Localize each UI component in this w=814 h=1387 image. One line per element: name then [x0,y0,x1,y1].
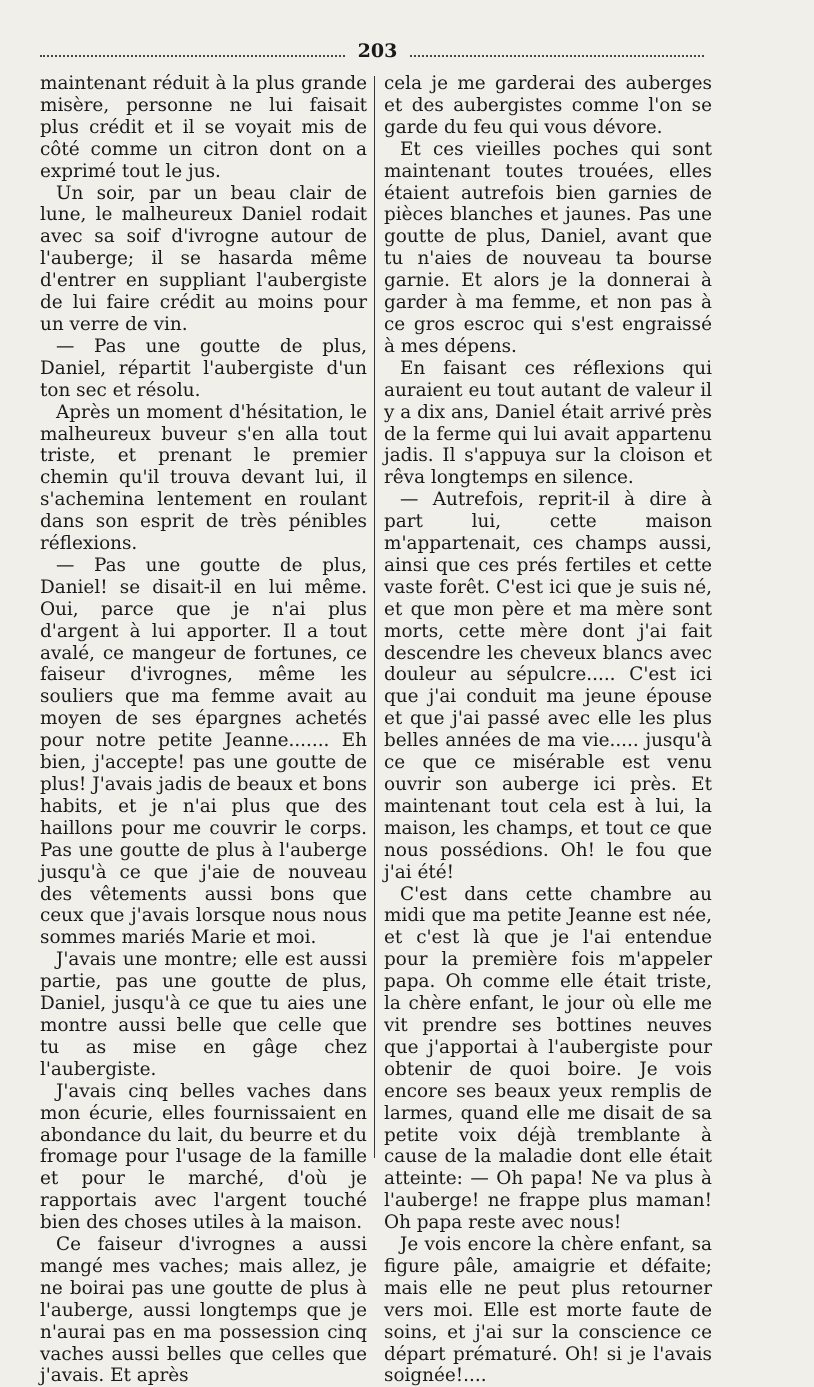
paragraph: maintenant réduit à la plus grande misère, personne ne lui faisait plus crédit et il se voyait mis de côté comme un citron dont on a exprimé tout le jus. [40,73,367,182]
page-number: 203 [357,40,398,62]
paragraph: J'avais cinq belles vaches dans mon écurie, elles fournissaient en abondance du lait, du beurre et du fromage pour l'usage de la famille et pour le marché, d'où je rapportais avec l'argent touché bien des choses utiles à la maison. [40,1080,367,1234]
paragraph: C'est dans cette chambre au midi que ma petite Jeanne est née, et c'est là que je l'ai entendue pour la première fois m'appeler papa. Oh comme elle était triste, la chère enfant, le jour où elle me vit prendre ses bottines neuves que j'apportai à l'aubergiste pour obtenir de quoi boire. Je vois encore ses beaux yeux remplis de larmes, quand elle me disait de sa petite voix déjà tremblante à cause de la maladie dont elle était atteinte: — Oh papa! Ne va plus à l'auberge! ne frappe plus maman! Oh papa reste avec nous! [384,883,712,1234]
paragraph: cela je me garderai des auberges et des aubergistes comme l'on se garde du feu qui vous dévore. [384,73,712,138]
header-rule-left [40,55,345,57]
paragraph: Je vois encore la chère enfant, sa figure pâle, amaigrie et défaite; mais elle ne peut plus retourner vers moi. Elle est morte faute de soins, et j'ai sur la conscience ce départ prématuré. Oh! si je l'avais soignée!.... [384,1234,712,1387]
paragraph: — Pas une goutte de plus, Daniel, répartit l'aubergiste d'un ton sec et résolu. [40,335,367,401]
right-column [384,73,712,1387]
left-column [40,73,367,1387]
header-rule-right [410,55,704,57]
paragraph: En faisant ces réflexions qui auraient eu tout autant de valeur il y a dix ans, Daniel était arrivé près de la ferme qui lui avait appartenu jadis. Il s'appuya sur la cloison et rêva longtemps en silence. [384,357,712,489]
paragraph: Après un moment d'hésitation, le malheureux buveur s'en alla tout triste, et prenant le premier chemin qu'il trouva devant lui, il s'achemina lentement en roulant dans son esprit de très pénibles réflexions. [40,401,367,555]
page-header [40,40,704,68]
paragraph: Et ces vieilles poches qui sont maintenant toutes trouées, elles étaient autrefois bien garnies de pièces blanches et jaunes. Pas une goutte de plus, Daniel, avant que tu n'aies de nouveau ta bourse garnie. Et alors je la donnerai à garder à ma femme, et non pas à ce gros escroc qui s'est engraissé à mes dépens. [384,138,712,357]
paragraph: — Pas une goutte de plus, Daniel! se disait-il en lui même. Oui, parce que je n'ai plus d'argent à lui apporter. Il a tout avalé, ce mangeur de fortunes, ce faiseur d'ivrognes, même les souliers que ma femme avait au moyen de ses épargnes achetés pour notre petite Jeanne....... Eh bien, j'accepte! pas une goutte de plus! J'avais jadis de beaux et bons habits, et je n'ai plus que des haillons pour me couvrir le corps. Pas une goutte de plus à l'auberge jusqu'à ce que j'aie de nouveau des vêtements aussi bons que ceux que j'avais lorsque nous nous sommes mariés Marie et moi. [40,554,367,949]
column-divider [374,76,375,1158]
paragraph: Un soir, par un beau clair de lune, le malheureux Daniel rodait avec sa soif d'ivrogne autour de l'auberge; il se hasarda même d'entrer en suppliant l'aubergiste de lui faire crédit au moins pour un verre de vin. [40,182,367,335]
paragraph: — Autrefois, reprit-il à dire à part lui, cette maison m'appartenait, ces champs aussi, ainsi que ces prés fertiles et cette vaste forêt. C'est ici que je suis né, et que mon père et ma mère sont morts, cette mère dont j'ai fait descendre les cheveux blancs avec douleur au sépulcre..... C'est ici que j'ai conduit ma jeune épouse et que j'ai passé avec elle les plus belles années de ma vie..... jusqu'à ce que ce misérable est venu ouvrir son auberge ici près. Et maintenant tout cela est à lui, la maison, les champs, et tout ce que nous possédions. Oh! le fou que j'ai été! [384,489,712,883]
paragraph: Ce faiseur d'ivrognes a aussi mangé mes vaches; mais allez, je ne boirai pas une goutte de plus à l'auberge, aussi longtemps que je n'aurai pas en ma possession cinq vaches aussi belles que celles que j'avais. Et après [40,1234,367,1387]
paragraph: J'avais une montre; elle est aussi partie, pas une goutte de plus, Daniel, jusqu'à ce que tu aies une montre aussi belle que celle que tu as mise en gâge chez l'aubergiste. [40,949,367,1080]
